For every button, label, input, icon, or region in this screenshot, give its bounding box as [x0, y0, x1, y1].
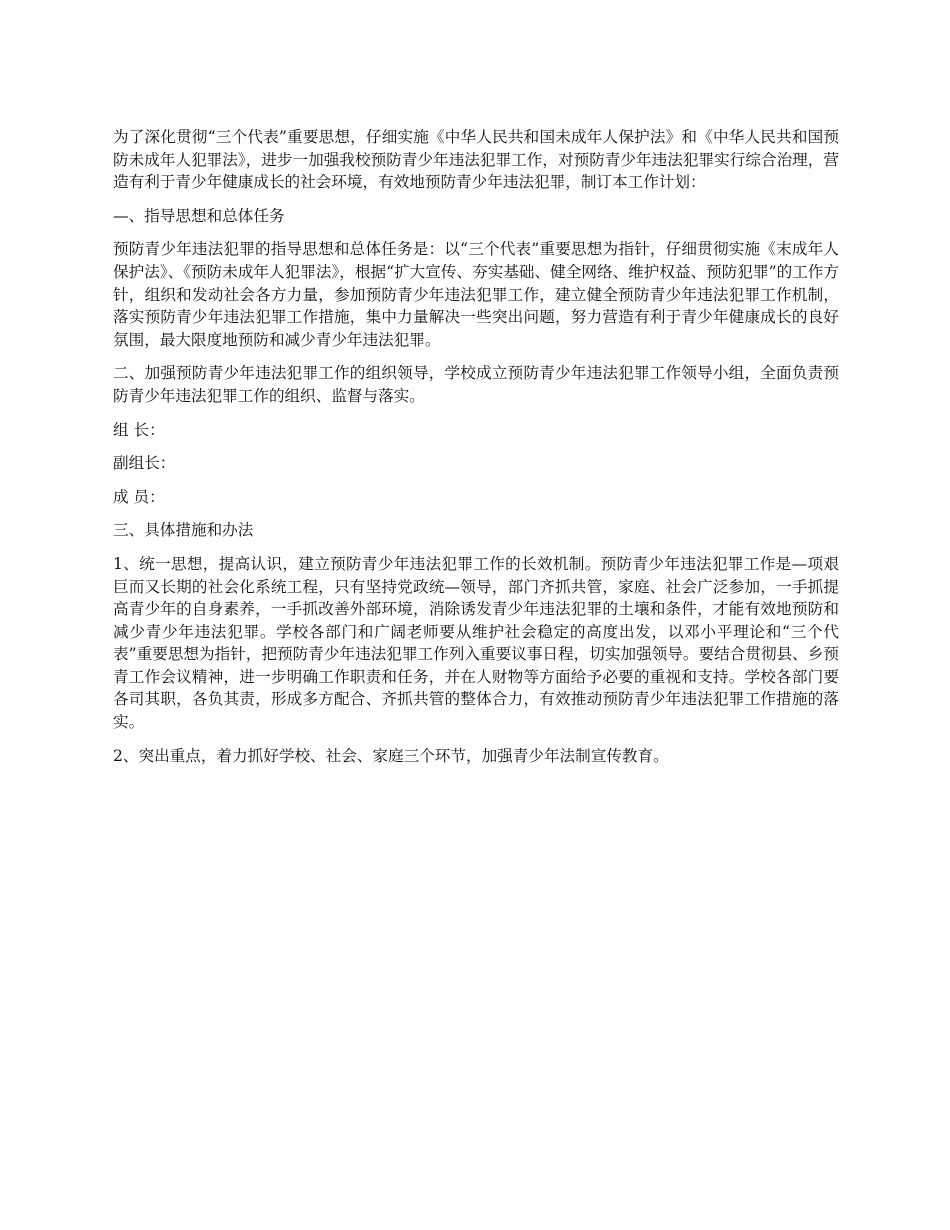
deputy-leader-label: 副组长： — [113, 454, 176, 473]
measure-1-paragraph: 1、统一思想，提高认识，建立预防青少年违法犯罪工作的长效机制。预防青少年违法犯罪工作是—项艰巨而又长期的社会化系统工程，只有坚持党政统—领导，部门齐抓共管，家庭、社会广泛参加，一手抓提高青少年的自身素养，一手抓改善外部环境，消除诱发青少年违法犯罪的土壤和条件，才能有效地预防和减少青少年违法犯罪。学校各部门和广阔老师要从维护社会稳定的高度出发，以邓小平理论和“三个代表”重要思想为指针，把预防青少年违法犯罪工作列入重要议事日程，切实加强领导。要结合贯彻县、乡预青工作会议精神，进一步明确工作职责和任务，并在人财物等方面给予必要的重视和支持。学校各部门要各司其职，各负其责，形成多方配合、齐抓共管的整体合力，有效推动预防青少年违法犯罪工作措施的落实。 — [113, 554, 839, 732]
section-1-heading: —、指导思想和总体任务 — [113, 206, 285, 225]
document-body — [113, 126, 839, 778]
section-3-heading: 三、具体措施和办法 — [113, 521, 254, 540]
measure-2-paragraph: 2、突出重点，着力抓好学校、社会、家庭三个环节，加强青少年法制宣传教育。 — [113, 746, 669, 765]
leader-label: 组 长： — [113, 420, 165, 439]
intro-paragraph: 为了深化贯彻“三个代表”重要思想，仔细实施《中华人民共和国未成年人保护法》和《中华人民共和国预防未成年人犯罪法》，进步一加强我校预防青少年违法犯罪工作，对预防青少年违法犯罪实行综合治理，营造有利于青少年健康成长的社会环境，有效地预防青少年违法犯罪，制订本工作计划： — [113, 128, 839, 192]
section-1-paragraph: 预防青少年违法犯罪的指导思想和总体任务是：以“三个代表”重要思想为指针，仔细贯彻实施《末成年人保护法》、《预防未成年人犯罪法》，根据“扩大宣传、夯实基础、健全网络、维护权益、预防犯罪”的工作方针，组织和发动社会各方力量，参加预防青少年违法犯罪工作，建立健全预防青少年违法犯罪工作机制，落实预防青少年违法犯罪工作措施，集中力量解决一些突出问题，努力营造有利于青少年健康成长的良好氛围，最大限度地预防和减少青少年违法犯罪。 — [113, 240, 839, 349]
section-2-paragraph: 二、加强预防青少年违法犯罪工作的组织领导，学校成立预防青少年违法犯罪工作领导小组，全面负责预防青少年违法犯罪工作的组织、监督与落实。 — [113, 364, 839, 405]
members-label: 成 员： — [113, 487, 165, 506]
